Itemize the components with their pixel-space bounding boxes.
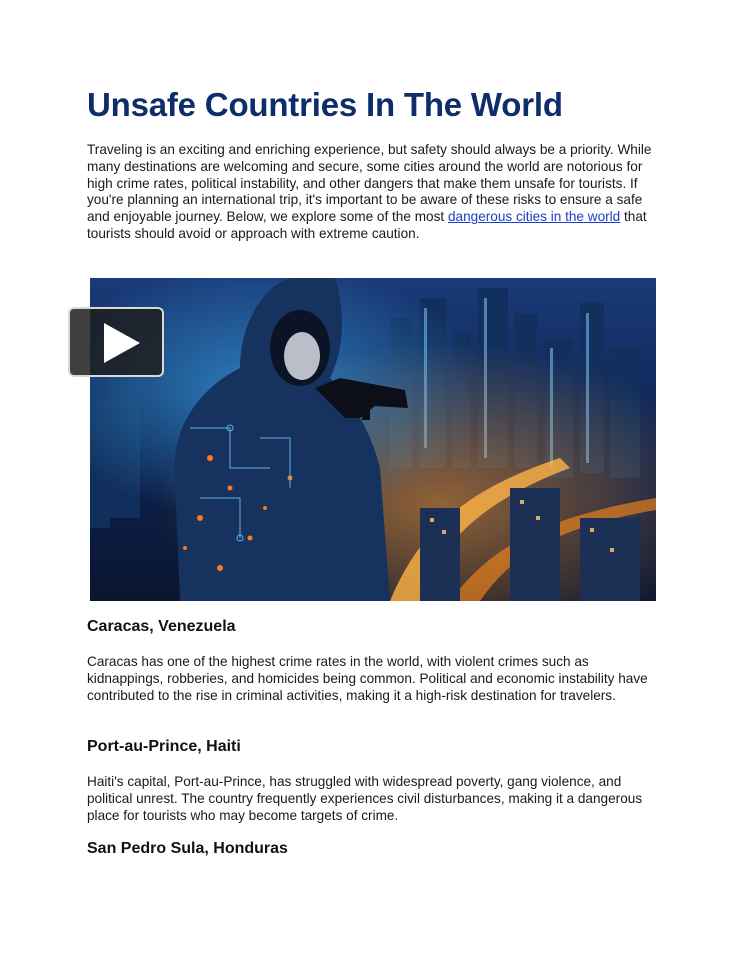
section-heading-caracas: Caracas, Venezuela [87,618,236,635]
intro-text-after: that tourists should avoid or approach with extreme caution. [87,209,647,241]
page-title: Unsafe Countries In The World [87,86,563,123]
hero-image [90,278,656,601]
dangerous-cities-link[interactable]: dangerous cities in the world [447,209,621,225]
section-body-caracas: Caracas has one of the highest crime rates in the world, with violent crimes such as kidnappings, robberies, and homicides being common. Political and economic instability have contributed to the rise in criminal activities, making it a high-risk destination for travelers. [87,654,648,703]
section-heading-san-pedro-sula: San Pedro Sula, Honduras [87,840,288,857]
city-night-illustration [90,278,656,601]
section-body-port-au-prince: Haiti's capital, Port-au-Prince, has struggled with widespread poverty, gang violence, and political unrest. The country frequently experiences civil disturbances, making it a dangerous place for tourists who may become targets of crime. [87,774,643,823]
play-button[interactable] [68,307,164,377]
intro-paragraph [87,142,655,243]
section-heading-port-au-prince: Port-au-Prince, Haiti [87,738,241,755]
intro-text-before: Traveling is an exciting and enriching experience, but safety should always be a priority. While many destinations are welcoming and secure, some cities around the world are notorious for high crime rates, political instability, and other dangers that make them unsafe for tourists. If you're planning an international trip, it's important to be aware of these risks to ensure a safe and enjoyable journey. Below, we explore some of the most [87,142,652,225]
